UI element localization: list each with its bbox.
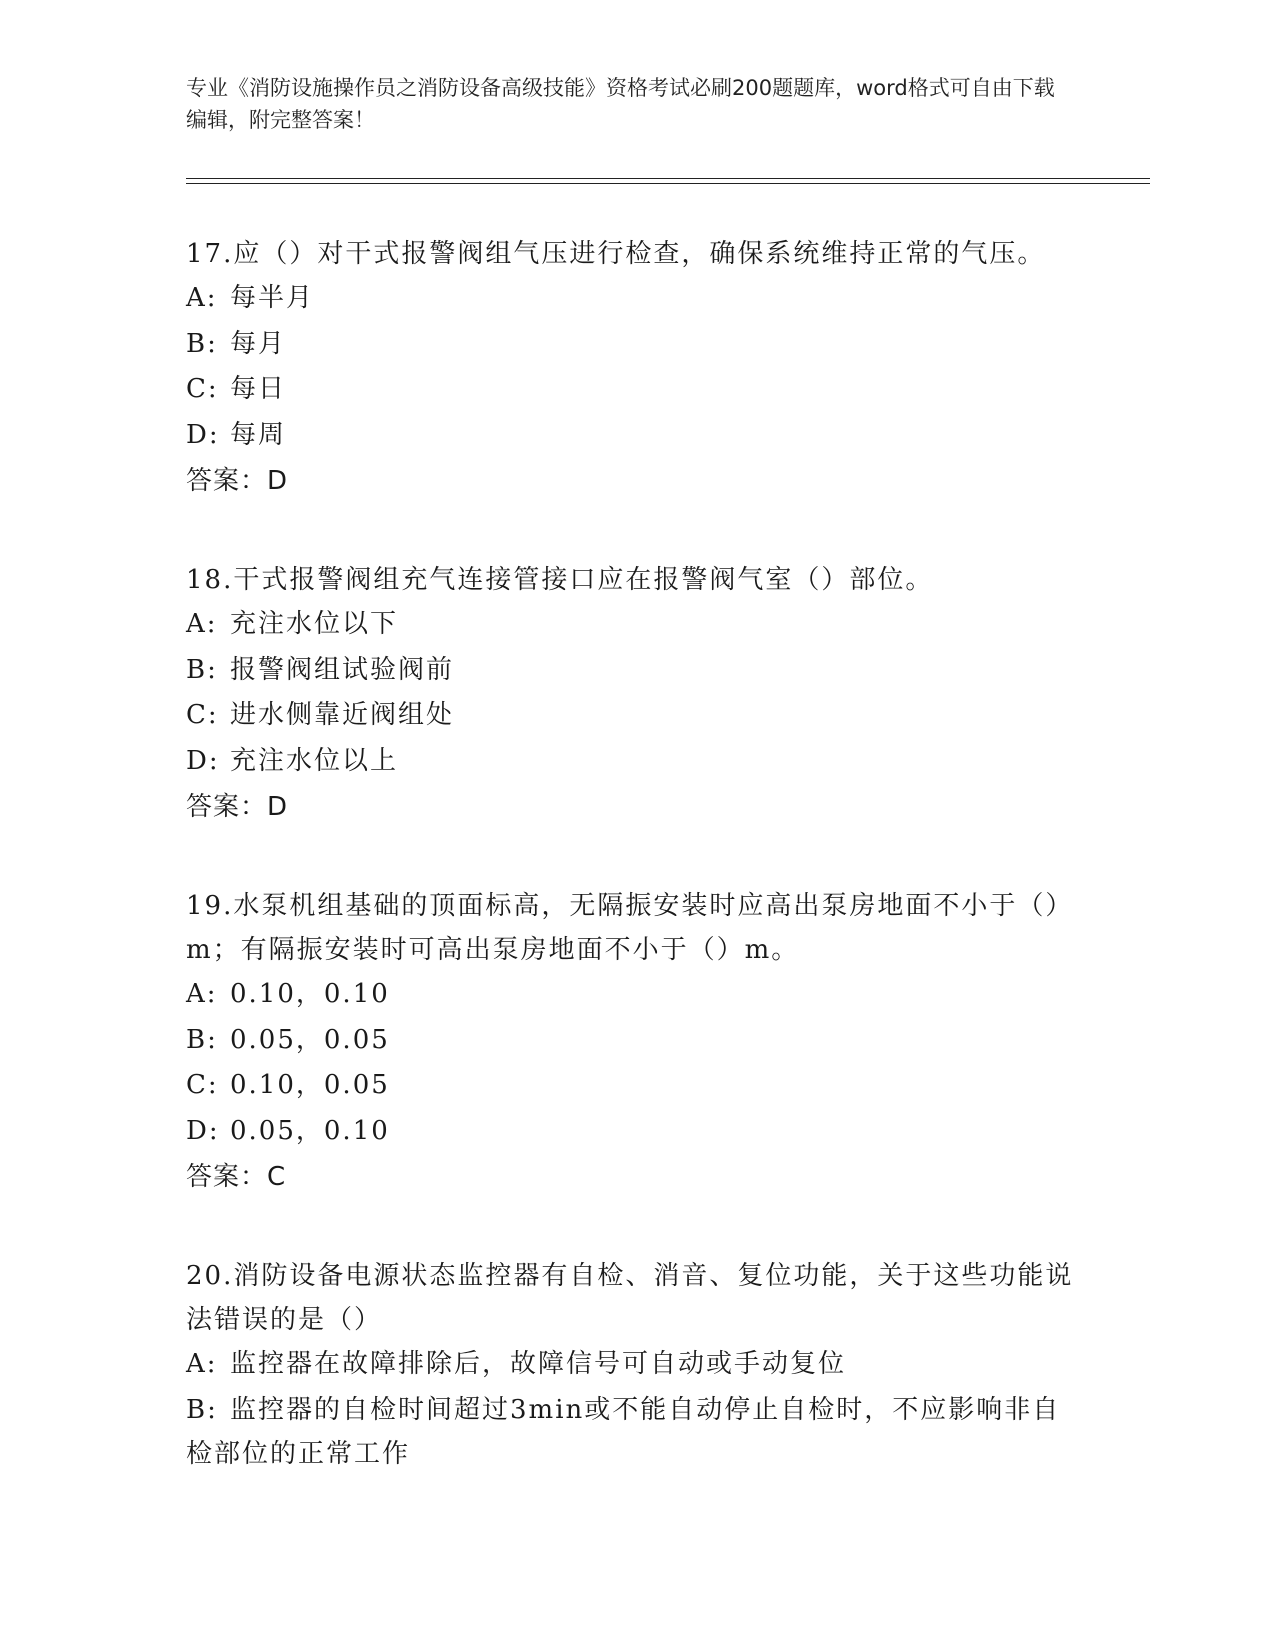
option-label: A: bbox=[186, 1349, 218, 1379]
option-text: 监控器在故障排除后，故障信号可自动或手动复位 bbox=[230, 1349, 847, 1379]
question-list bbox=[186, 232, 1086, 1530]
option-text: 0.10，0.10 bbox=[230, 979, 390, 1009]
header-divider-top bbox=[186, 178, 1150, 179]
option-text: 每日 bbox=[230, 374, 287, 404]
option-a bbox=[186, 602, 1086, 648]
option-a bbox=[186, 276, 1086, 322]
question-stem: 19.水泵机组基础的顶面标高，无隔振安装时应高出泵房地面不小于（）m；有隔振安装时可高出泵房地面不小于（）m。 bbox=[186, 891, 1074, 965]
answer-line: 答案：D bbox=[186, 466, 289, 496]
question-17 bbox=[186, 232, 1086, 504]
question-stem: 18.干式报警阀组充气连接管接口应在报警阀气室（）部位。 bbox=[186, 565, 934, 595]
option-label: B: bbox=[186, 1394, 218, 1425]
option-c bbox=[186, 1063, 1086, 1109]
option-text: 0.10，0.05 bbox=[230, 1070, 390, 1100]
option-d bbox=[186, 739, 1086, 785]
option-text: 充注水位以上 bbox=[230, 745, 399, 776]
option-text: 每周 bbox=[230, 419, 287, 450]
option-b bbox=[186, 322, 1086, 368]
option-text: 0.05，0.10 bbox=[230, 1115, 390, 1146]
question-stem: 20.消防设备电源状态监控器有自检、消音、复位功能，关于这些功能说法错误的是（） bbox=[186, 1261, 1074, 1335]
answer-line: 答案：D bbox=[186, 792, 289, 822]
option-label: A: bbox=[186, 283, 218, 313]
option-text: 每半月 bbox=[230, 283, 315, 313]
option-a bbox=[186, 1342, 1086, 1388]
option-text: 报警阀组试验阀前 bbox=[230, 654, 455, 685]
option-label: B: bbox=[186, 1024, 218, 1055]
option-label: A: bbox=[186, 609, 218, 639]
option-label: B: bbox=[186, 654, 218, 685]
question-19 bbox=[186, 884, 1086, 1200]
option-label: B: bbox=[186, 328, 218, 359]
option-c bbox=[186, 693, 1086, 739]
header-divider-bottom bbox=[186, 183, 1150, 184]
option-text: 充注水位以下 bbox=[230, 609, 399, 639]
option-label: D: bbox=[186, 745, 220, 776]
option-label: D: bbox=[186, 419, 220, 450]
option-label: D: bbox=[186, 1115, 220, 1146]
option-label: C: bbox=[186, 700, 219, 730]
option-c bbox=[186, 367, 1086, 413]
option-b bbox=[186, 648, 1086, 694]
header-text: 专业《消防设施操作员之消防设备高级技能》资格考试必刷200题题库，word格式可自由下载编辑，附完整答案！ bbox=[186, 76, 1055, 132]
option-text: 监控器的自检时间超过3min或不能自动停止自检时，不应影响非自检部位的正常工作 bbox=[186, 1394, 1061, 1469]
option-label: C: bbox=[186, 1070, 219, 1100]
question-18 bbox=[186, 558, 1086, 830]
document-header bbox=[186, 72, 1066, 136]
option-a bbox=[186, 972, 1086, 1018]
option-text: 每月 bbox=[230, 328, 287, 359]
option-b bbox=[186, 1388, 1086, 1476]
answer-line: 答案：C bbox=[186, 1162, 287, 1192]
option-d bbox=[186, 1109, 1086, 1155]
question-20 bbox=[186, 1254, 1086, 1476]
option-b bbox=[186, 1018, 1086, 1064]
option-label: A: bbox=[186, 979, 218, 1009]
option-text: 0.05，0.05 bbox=[230, 1024, 390, 1055]
question-stem: 17.应（）对干式报警阀组气压进行检查，确保系统维持正常的气压。 bbox=[186, 239, 1046, 269]
option-label: C: bbox=[186, 374, 219, 404]
option-d bbox=[186, 413, 1086, 459]
option-text: 进水侧靠近阀组处 bbox=[230, 700, 455, 730]
